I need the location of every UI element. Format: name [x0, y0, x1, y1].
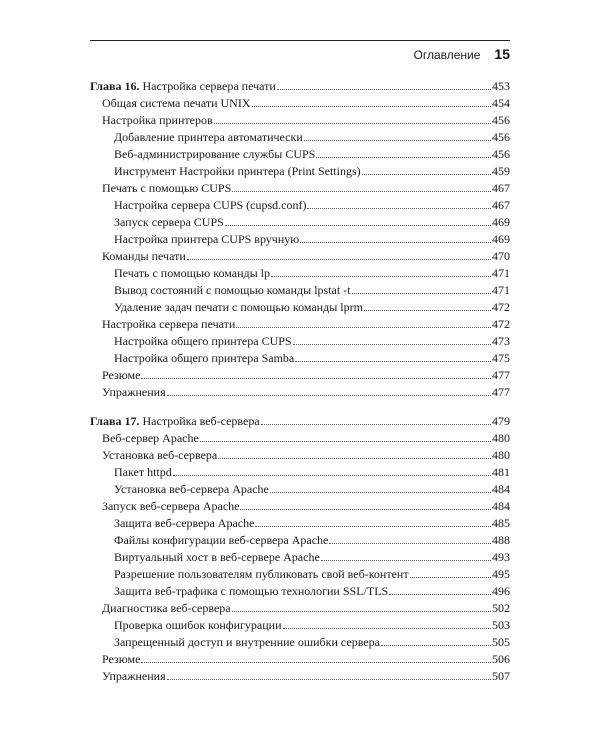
section-entry[interactable]	[90, 384, 510, 401]
entry-title: Файлы конфигурации веб-сервера Apache	[114, 533, 329, 547]
entry-page: 488	[492, 533, 510, 547]
entry-page: 470	[492, 249, 510, 263]
entry-page: 503	[492, 618, 510, 632]
dot-leader	[261, 424, 491, 425]
running-header	[90, 40, 510, 62]
entry-title: Пакет httpd	[114, 465, 172, 479]
subsection-entry[interactable]	[90, 299, 510, 316]
entry-title: Веб-администрирование службы CUPS	[114, 147, 316, 161]
chapter-name: Настройка сервера печати	[142, 79, 276, 93]
dot-leader	[252, 106, 492, 107]
dot-leader	[410, 577, 491, 578]
subsection-entry[interactable]	[90, 146, 510, 163]
dot-leader	[362, 174, 491, 175]
entry-page: 493	[492, 550, 510, 564]
section-entry[interactable]	[90, 367, 510, 384]
chapter-page: 453	[492, 79, 510, 93]
dot-leader	[352, 293, 491, 294]
subsection-entry[interactable]	[90, 634, 510, 651]
subsection-entry[interactable]	[90, 265, 510, 282]
dot-leader	[236, 327, 491, 328]
entry-page: 471	[492, 283, 510, 297]
dot-leader	[141, 662, 491, 663]
entry-page: 485	[492, 516, 510, 530]
entry-page: 456	[492, 130, 510, 144]
entry-page: 469	[492, 232, 510, 246]
chapter-page: 479	[492, 414, 510, 428]
subsection-entry[interactable]	[90, 549, 510, 566]
section-entry[interactable]	[90, 498, 510, 515]
entry-title: Настройка общего принтера CUPS	[114, 334, 292, 348]
entry-title: Упражнения	[102, 669, 166, 683]
entry-page: 481	[492, 465, 510, 479]
chapter-label: Глава 16.	[90, 79, 140, 93]
entry-title: Настройка принтеров	[102, 113, 213, 127]
entry-title: Печать с помощью команды lp	[114, 266, 271, 280]
entry-title: Установка веб-сервера Apache	[114, 482, 269, 496]
entry-page: 477	[492, 368, 510, 382]
dot-leader	[187, 259, 491, 260]
entry-title: Резюме	[102, 652, 141, 666]
entry-title: Добавление принтера автоматически	[114, 130, 303, 144]
entry-page: 480	[492, 448, 510, 462]
section-entry[interactable]	[90, 316, 510, 333]
dot-leader	[307, 208, 491, 209]
entry-page: 456	[492, 113, 510, 127]
entry-title: Резюме	[102, 368, 141, 382]
subsection-entry[interactable]	[90, 566, 510, 583]
subsection-entry[interactable]	[90, 464, 510, 481]
dot-leader	[167, 395, 491, 396]
section-entry[interactable]	[90, 95, 510, 112]
dot-leader	[214, 123, 491, 124]
dot-leader	[200, 441, 491, 442]
dot-leader	[389, 594, 491, 595]
entry-page: 459	[492, 164, 510, 178]
subsection-entry[interactable]	[90, 282, 510, 299]
section-entry[interactable]	[90, 668, 510, 685]
subsection-entry[interactable]	[90, 481, 510, 498]
subsection-entry[interactable]	[90, 333, 510, 350]
entry-title: Печать с помощью CUPS	[102, 181, 232, 195]
entry-page: 484	[492, 482, 510, 496]
dot-leader	[277, 89, 491, 90]
entry-title: Веб-сервер Apache	[102, 431, 199, 445]
subsection-entry[interactable]	[90, 350, 510, 367]
chapter-name: Настройка веб-сервера	[142, 414, 260, 428]
subsection-entry[interactable]	[90, 617, 510, 634]
dot-leader	[232, 191, 491, 192]
entry-title: Запрещенный доступ и внутренние ошибки сервера	[114, 635, 380, 649]
chapter-heading[interactable]	[90, 78, 510, 95]
dot-leader	[255, 526, 491, 527]
entry-page: 469	[492, 215, 510, 229]
dot-leader	[381, 645, 491, 646]
subsection-entry[interactable]	[90, 515, 510, 532]
entry-page: 472	[492, 300, 510, 314]
entry-title: Диагностика веб-сервера	[102, 601, 231, 615]
entry-title: Настройка общего принтера Samba	[114, 351, 295, 365]
entry-page: 505	[492, 635, 510, 649]
entry-title: Запуск сервера CUPS	[114, 215, 224, 229]
subsection-entry[interactable]	[90, 231, 510, 248]
dot-leader	[271, 276, 491, 277]
section-entry[interactable]	[90, 600, 510, 617]
page-number: 15	[494, 46, 510, 62]
entry-page: 467	[492, 198, 510, 212]
entry-page: 477	[492, 385, 510, 399]
entry-title: Проверка ошибок конфигурации	[114, 618, 282, 632]
dot-leader	[167, 679, 491, 680]
entry-page: 472	[492, 317, 510, 331]
subsection-entry[interactable]	[90, 163, 510, 180]
chapter-heading[interactable]	[90, 413, 510, 430]
dot-leader	[240, 509, 491, 510]
chapter-label: Глава 17.	[90, 414, 140, 428]
dot-leader	[270, 492, 491, 493]
section-entry[interactable]	[90, 112, 510, 129]
entry-title: Виртуальный хост в веб-сервере Apache	[114, 550, 320, 564]
entry-page: 454	[492, 96, 510, 110]
subsection-entry[interactable]	[90, 532, 510, 549]
dot-leader	[218, 458, 491, 459]
section-entry[interactable]	[90, 651, 510, 668]
entry-page: 496	[492, 584, 510, 598]
entry-title: Инструмент Настройки принтера (Print Settings)	[114, 164, 361, 178]
entry-title: Установка веб-сервера	[102, 448, 218, 462]
entry-page: 456	[492, 147, 510, 161]
section-entry[interactable]	[90, 430, 510, 447]
dot-leader	[300, 242, 491, 243]
entry-title: Настройка сервера печати	[102, 317, 236, 331]
entry-page: 502	[492, 601, 510, 615]
entry-title: Защита веб-сервера Apache	[114, 516, 255, 530]
dot-leader	[232, 611, 491, 612]
chapter-block	[90, 78, 510, 401]
entry-title: Разрешение пользователям публиковать свой веб-контент	[114, 567, 409, 581]
entry-title: Запуск веб-сервера Apache	[102, 499, 240, 513]
entry-title: Команды печати	[102, 249, 186, 263]
dot-leader	[364, 310, 491, 311]
subsection-entry[interactable]	[90, 214, 510, 231]
entry-page: 467	[492, 181, 510, 195]
entry-title: Упражнения	[102, 385, 166, 399]
entry-page: 475	[492, 351, 510, 365]
dot-leader	[329, 543, 491, 544]
entry-title: Защита веб-трафика с помощью технологии SSL/TLS	[114, 584, 389, 598]
chapter-block	[90, 413, 510, 685]
entry-title: Удаление задач печати с помощью команды lprm	[114, 300, 363, 314]
chapter-title	[90, 413, 260, 430]
dot-leader	[321, 560, 491, 561]
dot-leader	[141, 378, 491, 379]
section-entry[interactable]	[90, 447, 510, 464]
entry-title: Общая система печати UNIX	[102, 96, 251, 110]
entry-page: 471	[492, 266, 510, 280]
section-entry[interactable]	[90, 248, 510, 265]
entry-title: Настройка сервера CUPS (cupsd.conf)	[114, 198, 307, 212]
entry-page: 506	[492, 652, 510, 666]
entry-title: Вывод состояний с помощью команды lpstat -t	[114, 283, 351, 297]
dot-leader	[304, 140, 491, 141]
dot-leader	[316, 157, 491, 158]
subsection-entry[interactable]	[90, 583, 510, 600]
dot-leader	[295, 361, 491, 362]
entry-page: 495	[492, 567, 510, 581]
dot-leader	[225, 225, 491, 226]
table-of-contents	[90, 78, 510, 697]
dot-leader	[173, 475, 491, 476]
entry-page: 507	[492, 669, 510, 683]
section-entry[interactable]	[90, 180, 510, 197]
entry-page: 480	[492, 431, 510, 445]
subsection-entry[interactable]	[90, 197, 510, 214]
dot-leader	[283, 628, 491, 629]
subsection-entry[interactable]	[90, 129, 510, 146]
chapter-title	[90, 78, 276, 95]
dot-leader	[293, 344, 491, 345]
entry-page: 473	[492, 334, 510, 348]
entry-title: Настройка принтера CUPS вручную	[114, 232, 300, 246]
section-name: Оглавление	[413, 48, 481, 62]
entry-page: 484	[492, 499, 510, 513]
